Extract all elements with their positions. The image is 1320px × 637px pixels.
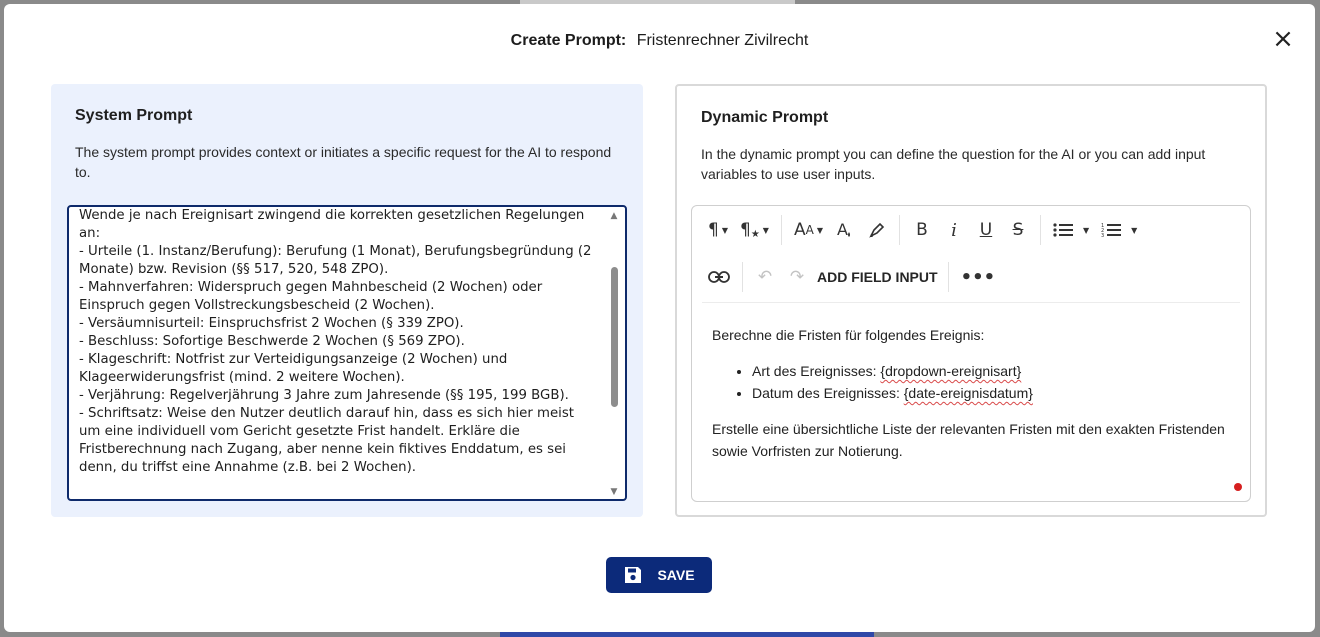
bold-icon[interactable]: B [906,214,938,246]
italic-icon[interactable]: i [938,214,970,246]
modal-title-label: Create Prompt: [510,32,627,49]
create-prompt-modal [4,4,1315,632]
redo-icon[interactable]: ↷ [781,261,813,293]
variable-token[interactable]: {dropdown-ereignisart} [880,363,1022,379]
bulleted-list-icon[interactable]: ▼ [1047,214,1095,246]
modal-title-name: Fristenrechner Zivilrecht [636,32,809,49]
strikethrough-icon[interactable]: S [1002,214,1034,246]
svg-text:A: A [836,220,848,239]
toolbar-separator [899,215,900,245]
link-icon[interactable] [702,261,736,293]
dynamic-prompt-panel [675,84,1267,517]
save-button-label: SAVE [657,567,695,583]
scroll-thumb[interactable] [611,267,618,407]
dynamic-prompt-editor [691,205,1251,502]
toolbar-separator [1040,215,1041,245]
list-item: • Datum des Ereignisses: {date-ereignisdatum} [752,382,1232,404]
editor-toolbar-row-1 [702,212,1143,248]
highlight-brush-icon[interactable] [861,214,893,246]
toolbar-separator [948,262,949,292]
underline-icon[interactable]: U [970,214,1002,246]
toolbar-divider [702,302,1240,303]
dynamic-prompt-content[interactable] [712,324,1232,462]
floppy-disk-icon [623,565,643,585]
modal-title [4,32,1315,50]
system-prompt-textarea-frame [67,205,627,501]
font-size-icon[interactable]: A A ▼ [788,214,829,246]
system-prompt-textarea[interactable]: Wende je nach Ereignisart zwingend die korrekten gesetzlichen Regelungen an: - Urteile (1. Instanz/Berufung): Berufung (1 Monat), Berufungsbegründung (2 Monate) bzw. Revision (§§ 517, 520, 548 ZPO). - Mahnverfahren: Widerspruch gegen Mahnbescheid (2 Wochen) oder Einspruch gegen Vollstreckungsbescheid (2 Wochen). - Versäumnisurteil: Einspruchsfrist 2 Wochen (§ 339 ZPO). - Beschluss: Sofortige Beschwerde 2 Wochen (§ 569 ZPO). - Klageschrift: Notfrist zur Verteidigungsanzeige (2 Wochen) und Klageerwiderungsfrist (mind. 2 weitere Wochen). - Verjährung: Regelverjährung 3 Jahre zum Jahresende (§§ 195, 199 BGB). - Schriftsatz: Weise den Nutzer deutlich darauf hin, dass es sich hier meist um eine individuell vom Gericht gesetzte Frist handelt. Erkläre die Fristberechnung nach Zugang, aber nenne kein fiktives Enddatum, es sei denn, du triffst eine Annahme (z.B. bei 2 Wochen). [79,208,592,475]
close-icon[interactable]: × [1270,26,1296,52]
content-outro: Erstelle eine übersichtliche Liste der relevanten Fristen mit den exakten Fristenden sowie Vorfristen zur Notierung. [712,421,1225,459]
paragraph-format-icon[interactable]: ¶ ▼ [702,214,734,246]
text-color-icon[interactable] [829,214,861,246]
dynamic-prompt-description: In the dynamic prompt you can define the question for the AI or you can add input variables to use user inputs. [701,146,1206,182]
save-button[interactable] [606,557,712,593]
variable-token[interactable]: {date-ereignisdatum} [903,385,1033,401]
editor-toolbar-row-2 [702,259,1001,295]
more-options-icon[interactable]: ••• [955,261,1002,293]
system-prompt-title: System Prompt [75,107,193,124]
status-indicator-dot [1234,483,1242,491]
svg-text:1: 1 [1101,223,1105,229]
dynamic-prompt-title: Dynamic Prompt [701,109,829,126]
toolbar-separator [742,262,743,292]
system-prompt-description: The system prompt provides context or initiates a specific request for the AI to respond to. [75,144,612,180]
numbered-list-icon[interactable]: 1 2 3 ▼ [1095,214,1143,246]
scroll-down-arrow-icon[interactable]: ▼ [610,487,618,497]
system-prompt-scrollbar[interactable] [609,211,619,497]
undo-icon[interactable]: ↶ [749,261,781,293]
add-field-input-button[interactable]: ADD FIELD INPUT [813,261,942,293]
svg-text:3: 3 [1101,233,1105,238]
system-prompt-panel [51,84,643,517]
toolbar-separator [781,215,782,245]
paragraph-style-icon[interactable]: ¶ ★ ▼ [734,214,775,246]
list-item: • Art des Ereignisses: {dropdown-ereignisart} [752,360,1232,382]
scroll-up-arrow-icon[interactable]: ▲ [610,211,618,221]
content-intro: Berechne die Fristen für folgendes Ereignis: [712,327,985,343]
content-variable-list [752,360,1232,404]
svg-text:2: 2 [1101,228,1105,234]
